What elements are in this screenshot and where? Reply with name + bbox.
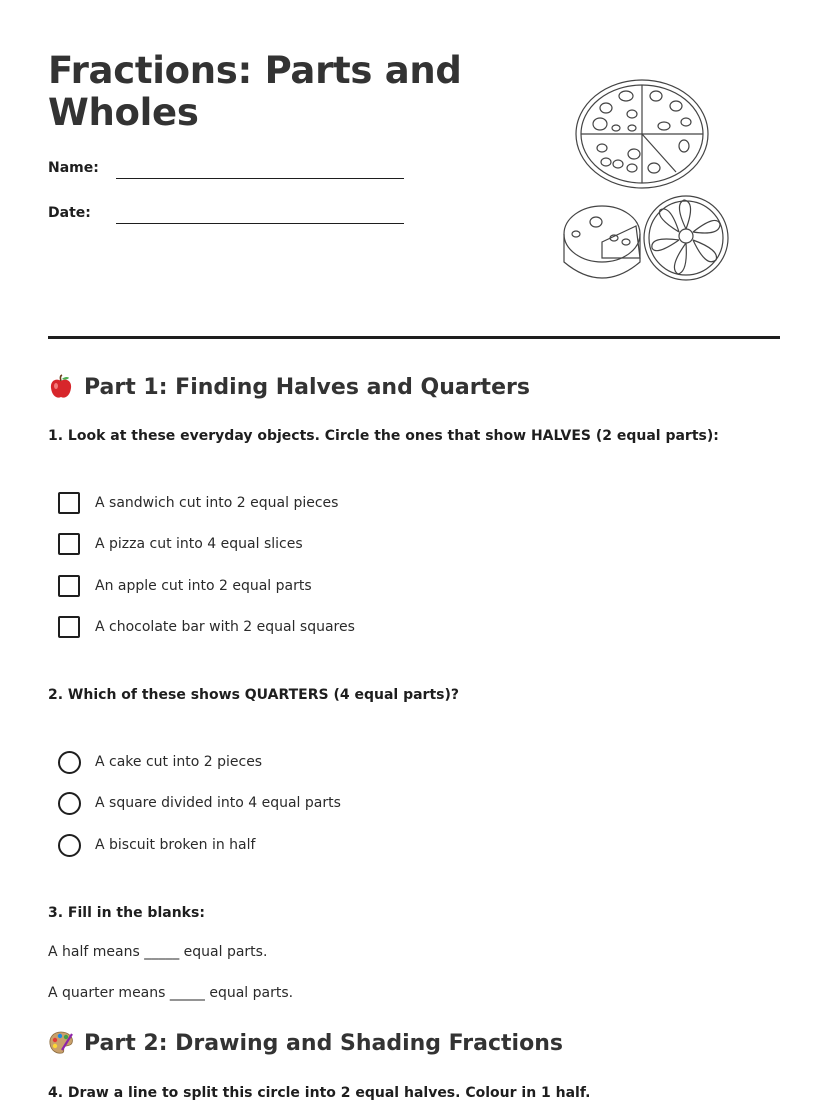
option-label: A sandwich cut into 2 equal pieces xyxy=(95,495,339,511)
fill-blank-1[interactable]: A half means _____ equal parts. xyxy=(48,944,268,960)
part2-title: Part 2: Drawing and Shading Fractions xyxy=(84,1030,563,1056)
fill-blank-2[interactable]: A quarter means _____ equal parts. xyxy=(48,985,294,1001)
q1-option-3[interactable] xyxy=(58,574,312,598)
name-line[interactable] xyxy=(116,178,404,179)
date-label: Date: xyxy=(48,205,91,221)
radio-button[interactable] xyxy=(58,792,81,815)
checkbox[interactable] xyxy=(58,533,80,555)
header-divider xyxy=(48,336,780,339)
date-line[interactable] xyxy=(116,223,404,224)
q2-option-2[interactable] xyxy=(58,791,341,815)
option-label: A cake cut into 2 pieces xyxy=(95,754,263,770)
option-label: A chocolate bar with 2 equal squares xyxy=(95,619,355,635)
part2-heading xyxy=(48,1030,563,1056)
name-label: Name: xyxy=(48,160,99,176)
question-1: 1. Look at these everyday objects. Circle the ones that show HALVES (2 equal parts): xyxy=(48,428,719,444)
q2-option-1[interactable] xyxy=(58,750,262,774)
q1-option-1[interactable] xyxy=(58,491,338,515)
q1-option-4[interactable] xyxy=(58,615,355,639)
apple-icon xyxy=(48,374,74,400)
palette-icon xyxy=(48,1030,74,1056)
question-3: 3. Fill in the blanks: xyxy=(48,905,205,921)
option-label: An apple cut into 2 equal parts xyxy=(95,578,312,594)
q1-option-2[interactable] xyxy=(58,532,303,556)
radio-button[interactable] xyxy=(58,751,81,774)
worksheet-title: Fractions: Parts and Wholes xyxy=(48,49,462,134)
q2-option-3[interactable] xyxy=(58,833,255,857)
checkbox[interactable] xyxy=(58,492,80,514)
checkbox[interactable] xyxy=(58,575,80,597)
checkbox[interactable] xyxy=(58,616,80,638)
option-label: A biscuit broken in half xyxy=(95,837,256,853)
question-2: 2. Which of these shows QUARTERS (4 equal parts)? xyxy=(48,687,459,703)
option-label: A pizza cut into 4 equal slices xyxy=(95,536,303,552)
name-field[interactable] xyxy=(48,158,408,188)
part1-title: Part 1: Finding Halves and Quarters xyxy=(84,374,530,400)
date-field[interactable] xyxy=(48,203,408,233)
radio-button[interactable] xyxy=(58,834,81,857)
part1-heading xyxy=(48,374,530,400)
question-4: 4. Draw a line to split this circle into 2 equal halves. Colour in 1 half. xyxy=(48,1085,591,1101)
food-illustration xyxy=(556,72,736,292)
option-label: A square divided into 4 equal parts xyxy=(95,795,341,811)
